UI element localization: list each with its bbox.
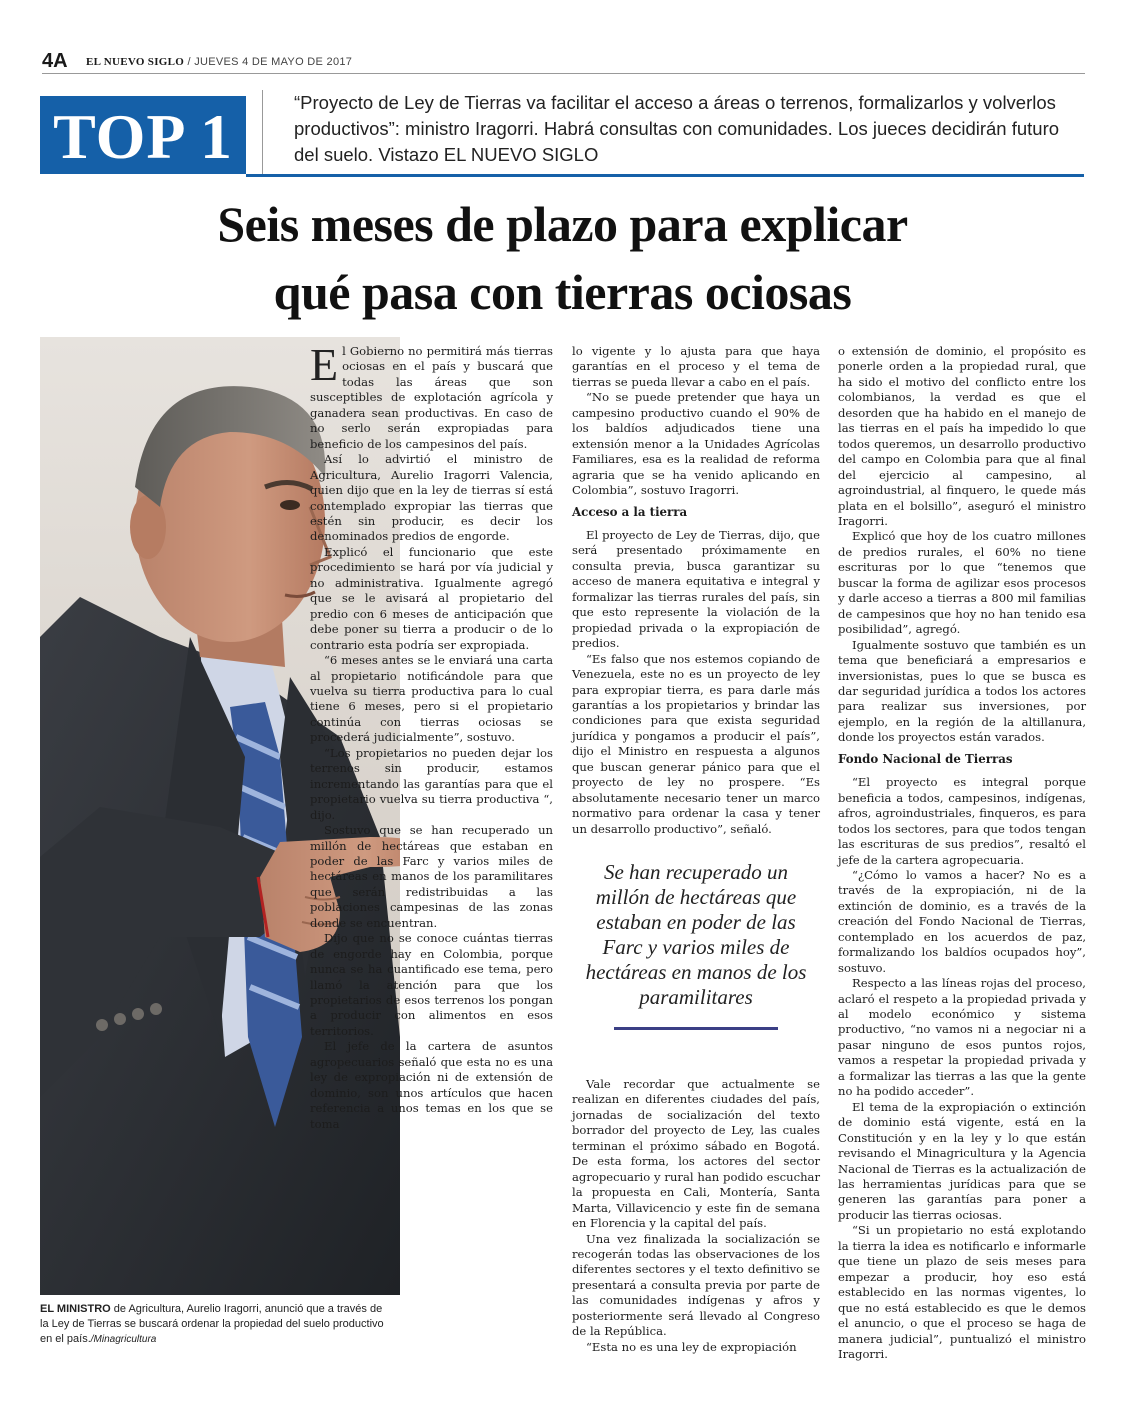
drop-cap: E: [310, 339, 339, 390]
page-number: 4A: [42, 50, 68, 72]
article-paragraph: “Es falso que nos estemos copiando de Venezuela, este no es un proyecto de ley para expropiar tierra, es para darle más garantías a los propietarios y brindar las condiciones para que exista seguridad jurídica y pongamos a producir el país”, dijo el Ministro en respuesta a algunos que buscan generar pánico para que el proyecto de ley no prospere. “Es absolutamente necesario tener un marco normativo para ordenar la casa y tener un desarrollo productivo”, señaló.: [572, 651, 820, 836]
caption-lead: EL MINISTRO: [40, 1303, 111, 1315]
section-tag: [40, 96, 246, 174]
article-paragraph: El proyecto de Ley de Tierras, dijo, que será presentado próximamente en consulta previa, busca garantizar su acceso de manera equitativa e integral y formalizar las tierras rurales del país, sin que esto represente la violación de la propiedad privada o la expropiación de predios.: [572, 527, 820, 651]
article-column-3: [838, 344, 1086, 1362]
subhead-acceso: Acceso a la tierra: [572, 504, 688, 519]
headline-line-1: Seis meses de plazo para explicar: [217, 196, 908, 252]
subhead-fondo: Fondo Nacional de Tierras: [838, 751, 1013, 766]
headline: [60, 190, 1065, 326]
kicker-divider: [262, 90, 263, 174]
article-paragraph: “Si un propietario no está explotando la tierra la idea es notificarlo e informarle que tiene un plazo de seis meses para empezar a producir, hoy eso está establecido en las normas vigentes, lo que no está establecido es que le demos el anuncio, o que el proceso se haga de manera judicial”, puntualizó el ministro Iragorri.: [838, 1223, 1086, 1361]
photo-credit: /Minagricultura: [90, 1334, 157, 1345]
headline-line-2: qué pasa con tierras ociosas: [273, 264, 852, 320]
article-paragraph: Sostuvo que se han recuperado un millón de hectáreas que estaban en poder de las Farc y varios miles de hectáreas en manos de los paramilitares que serán redistribuidas a las poblaciones campesinas de las zonas donde se encuentran.: [310, 823, 553, 930]
masthead: [86, 56, 352, 68]
page-folio: [42, 50, 1085, 74]
article-column-2: [572, 344, 820, 837]
article-paragraph: El jefe de la cartera de asuntos agropecuarios señaló que esta no es una ley de expropiación ni de extensión de dominio, son unos artículos que hacen referencia a unos temas en los que se toma: [310, 1039, 553, 1131]
article-paragraph: El Gobierno no permitirá más tierras ociosas en el país y buscará que todas las áreas que son susceptibles de explotación agrícola y ganadera sean productivas. En caso de no serlo serán expropiadas para beneficio de los campesinos del país.: [310, 339, 553, 451]
article-paragraph: Igualmente sostuvo que también es un tema que beneficiará a empresarios e inversionistas, pues lo que se busca es dar seguridad jurídica a todos los actores para realizar sus inversiones, por ejemplo, en la región de la altillanura, donde los proyectos están varados.: [838, 637, 1086, 745]
pull-quote-rule: [614, 1027, 778, 1030]
article-column-1: [310, 339, 553, 1132]
article-paragraph: Explicó que hoy de los cuatro millones de predios rurales, el 60% no tiene escrituras por lo que “tenemos que buscar la forma de agilizar esos procesos y darle acceso a tierras a 800 mil familias de campesinos que hoy no han tenido esa posibilidad”, agregó.: [838, 529, 1086, 637]
article-paragraph: El tema de la expropiación o extinción de dominio está vigente, está en la Constitución y en la ley y lo que están revisando el Minagricultura y la Agencia Nacional de Tierras es la actualización de las herramientas jurídicas para que se generen las garantías para poner a producir las tierras ociosas.: [838, 1099, 1086, 1222]
article-paragraph: “Esta no es una ley de expropiación: [586, 1339, 797, 1354]
kicker-rule: [246, 174, 1084, 177]
photo-caption: [40, 1302, 390, 1347]
article-paragraph: “6 meses antes se le enviará una carta al propietario notificándole para que vuelva su tierra productiva para lo cual tiene 6 meses, pero si el propietario continúa con tierras ociosas se procederá judicialmente”, sostuvo.: [310, 653, 553, 745]
article-paragraph: “El proyecto es integral porque beneficia a todos, campesinos, indígenas, afros, agroindustriales, finqueros, es para todos los sectores, para que todos tengan las escrituras de sus predios”, resaltó el jefe de la cartera agropecuaria.: [838, 775, 1086, 867]
kicker-text: “Proyecto de Ley de Tierras va facilitar el acceso a áreas o terrenos, formalizarlos y volverlos productivos”: ministro Iragorri. Habrá consultas con comunidades. Los jueces decidirán futuro del suelo. Vistazo EL NUEVO SIGLO: [294, 92, 1060, 165]
masthead-name: EL NUEVO SIGLO: [86, 56, 185, 68]
article-paragraph: “¿Cómo lo vamos a hacer? No es a través de la expropiación, ni de la extinción de dominio, es a través de la creación del Fondo Nacional de Tierras, contemplado en los acuerdos de paz, formalizando los baldíos ocupados hoy”, sostuvo.: [838, 867, 1086, 975]
article-paragraph: lo vigente y lo ajusta para que haya garantías en el proceso y el tema de tierras se pueda llevar a cabo en el país.: [572, 344, 820, 389]
issue-date: / JUEVES 4 DE MAYO DE 2017: [184, 56, 353, 68]
article-paragraph: Dijo que no se conoce cuántas tierras de engorde hay en Colombia, porque nunca se ha cuantificado ese tema, pero llamó la atención para que los propietarios de esos terrenos los pongan a producir con alimentos en esos territorios.: [310, 931, 553, 1038]
article-paragraph: Respecto a las líneas rojas del proceso, aclaró el respeto a la propiedad privada y al modelo económico y sistema productivo, “no vamos ni a negociar ni a pasar ninguno de esos puntos rojos, vamos a respetar la propiedad privada y a formalizar las tierras a las que la gente no ha podido acceder”.: [838, 976, 1086, 1099]
article-paragraph: “No se puede pretender que haya un campesino productivo cuando el 90% de los baldíos adjudicados tiene una extensión menor a la Unidades Agrícolas Familiares, esa es la realidad de reforma agraria que se ha venido aplicando en Colombia”, sostuvo Iragorri.: [572, 390, 820, 498]
article-paragraph: Vale recordar que actualmente se realizan en diferentes ciudades del país, jornadas de socialización del texto borrador del proyecto de Ley, las cuales terminan el próximo sábado en Bogotá. De esta forma, los actores del sector agropecuario y rural han podido escuchar la propuesta en Cali, Montería, Santa Marta, Villavicencio y este fin de semana en Florencia y la capital del país.: [572, 1077, 820, 1231]
article-paragraph: “Los propietarios no pueden dejar los terrenos sin producir, estamos incrementando las garantías para que el propietario vuelva su tierra productiva “, dijo.: [310, 745, 553, 822]
article-paragraph: o extensión de dominio, el propósito es ponerle orden a la propiedad rural, que ha sido el motivo del conflicto entre los colombianos, la verdad es que el desorden que ha habido en el manejo de las tierras en el país ha impedido lo que todos queremos, un desarrollo productivo del campo en Colombia para que al final del ejercicio al campesino, al agroindustrial, al finquero, le quede más plata en el bolsillo”, aseguró el ministro Iragorri.: [838, 344, 1086, 528]
article-column-2-bottom: [572, 1077, 820, 1355]
section-tag-label: TOP 1: [53, 101, 233, 172]
article-paragraph: Explicó el funcionario que este procedimiento se hará por vía judicial y no administrativa. Igualmente agregó que se le avisará al propietario del predio con 6 meses de anticipación que debe poner su tierra a producir o de lo contrario esta podría ser expropiada.: [310, 544, 553, 652]
caption-text: de Agricultura, Aurelio Iragorri, anunció que a través de la Ley de Tierras se buscará ordenar la propiedad del suelo productivo en el país.: [40, 1303, 384, 1345]
article-paragraph: Una vez finalizada la socialización se recogerán todas las observaciones de los diferentes sectores y el texto definitivo se presentará a consulta previa por parte de las comunidades indígenas y afros y posteriormente será llevado al Congreso de la República.: [572, 1231, 820, 1339]
article-paragraph: Así lo advirtió el ministro de Agricultura, Aurelio Iragorri Valencia, quien dijo que en la ley de tierras sí está contemplado expropiar las tierras que estén sin producir, es decir los denominados predios de engorde.: [310, 452, 553, 544]
pull-quote: Se han recuperado un millón de hectáreas que estaban en poder de las Farc y varios miles de hectáreas en manos de los paramilitares: [585, 860, 807, 1009]
